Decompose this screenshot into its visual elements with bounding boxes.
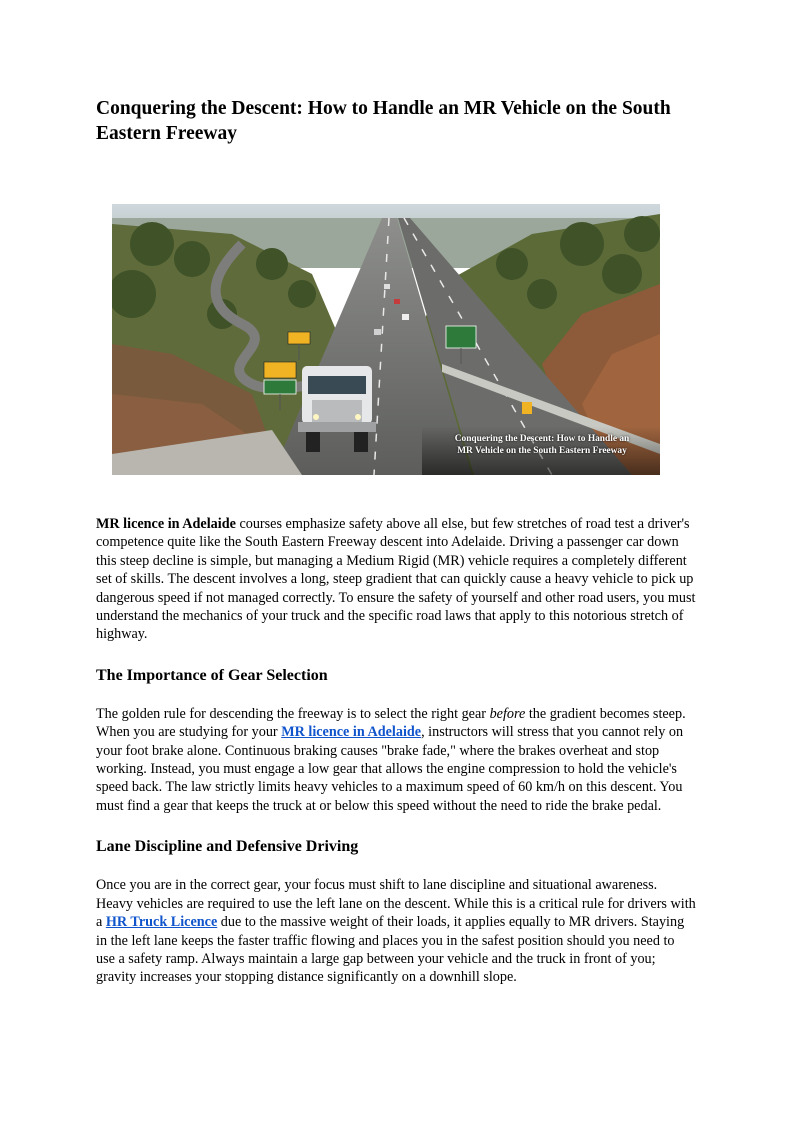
gear-paragraph: The golden rule for descending the freeway is to select the right gear before the gradient becomes steep. When you are studying for your MR licence in Adelaide, instructors will stress that you cannot rely on your foot brake alone. Continuous braking causes "brake fade," where the brakes overheat and stop working. Instead, you must engage a low gear that allows the engine compression to hold the vehicle's speed back. The law strictly limits heavy vehicles to a maximum speed of 60 km/h on this descent. You must find a gear that keeps the truck at or below this speed without the need to ride the brake pedal.: [96, 705, 686, 814]
section-heading-lane: Lane Discipline and Defensive Driving: [96, 838, 359, 856]
intro-lead: MR licence in Adelaide: [96, 516, 236, 532]
image-caption: [439, 433, 645, 457]
lane-paragraph: Once you are in the correct gear, your focus must shift to lane discipline and situational awareness. Heavy vehicles are required to use the left lane on the descent. While this is a critical rule for drivers with a HR Truck Licence due to the massive weight of their loads, it applies equally to MR drivers. Staying in the left lane keeps the faster traffic flowing and places you in the safest position should you need to use a safety ramp. Always maintain a large gap between your vehicle and the truck in front of you; gravity increases your stopping distance significantly on a downhill slope.: [96, 877, 696, 986]
intro-paragraph: [96, 515, 696, 644]
emphasis-before: before: [489, 705, 526, 722]
hero-image: [112, 204, 660, 475]
hr-truck-licence-link[interactable]: HR Truck Licence: [105, 914, 218, 931]
mr-licence-link[interactable]: MR licence in Adelaide: [281, 724, 422, 741]
caption-line-2: MR Vehicle on the South Eastern Freeway: [457, 446, 627, 456]
intro-text: courses emphasize safety above all else, but few stretches of road test a driver's competence quite like the South Eastern Freeway descent into Adelaide. Driving a passenger car down this steep decline is simple, but managing a Medium Rigid (MR) vehicle requires a completely different set of skills. The descent involves a long, steep gradient that can quickly cause a heavy vehicle to pick up dangerous speed if not managed correctly. To ensure the safety of yourself and other road users, you must understand the mechanics of your truck and the specific road laws that apply to this notorious stretch of highway.: [96, 516, 696, 643]
chevron-sign: [522, 402, 532, 414]
article: [96, 96, 696, 987]
section-heading-gear: The Importance of Gear Selection: [96, 666, 328, 684]
caption-line-1: Conquering the Descent: How to Handle an: [454, 434, 630, 444]
article-title: Conquering the Descent: How to Handle an MR Vehicle on the South Eastern Freeway: [96, 98, 671, 144]
